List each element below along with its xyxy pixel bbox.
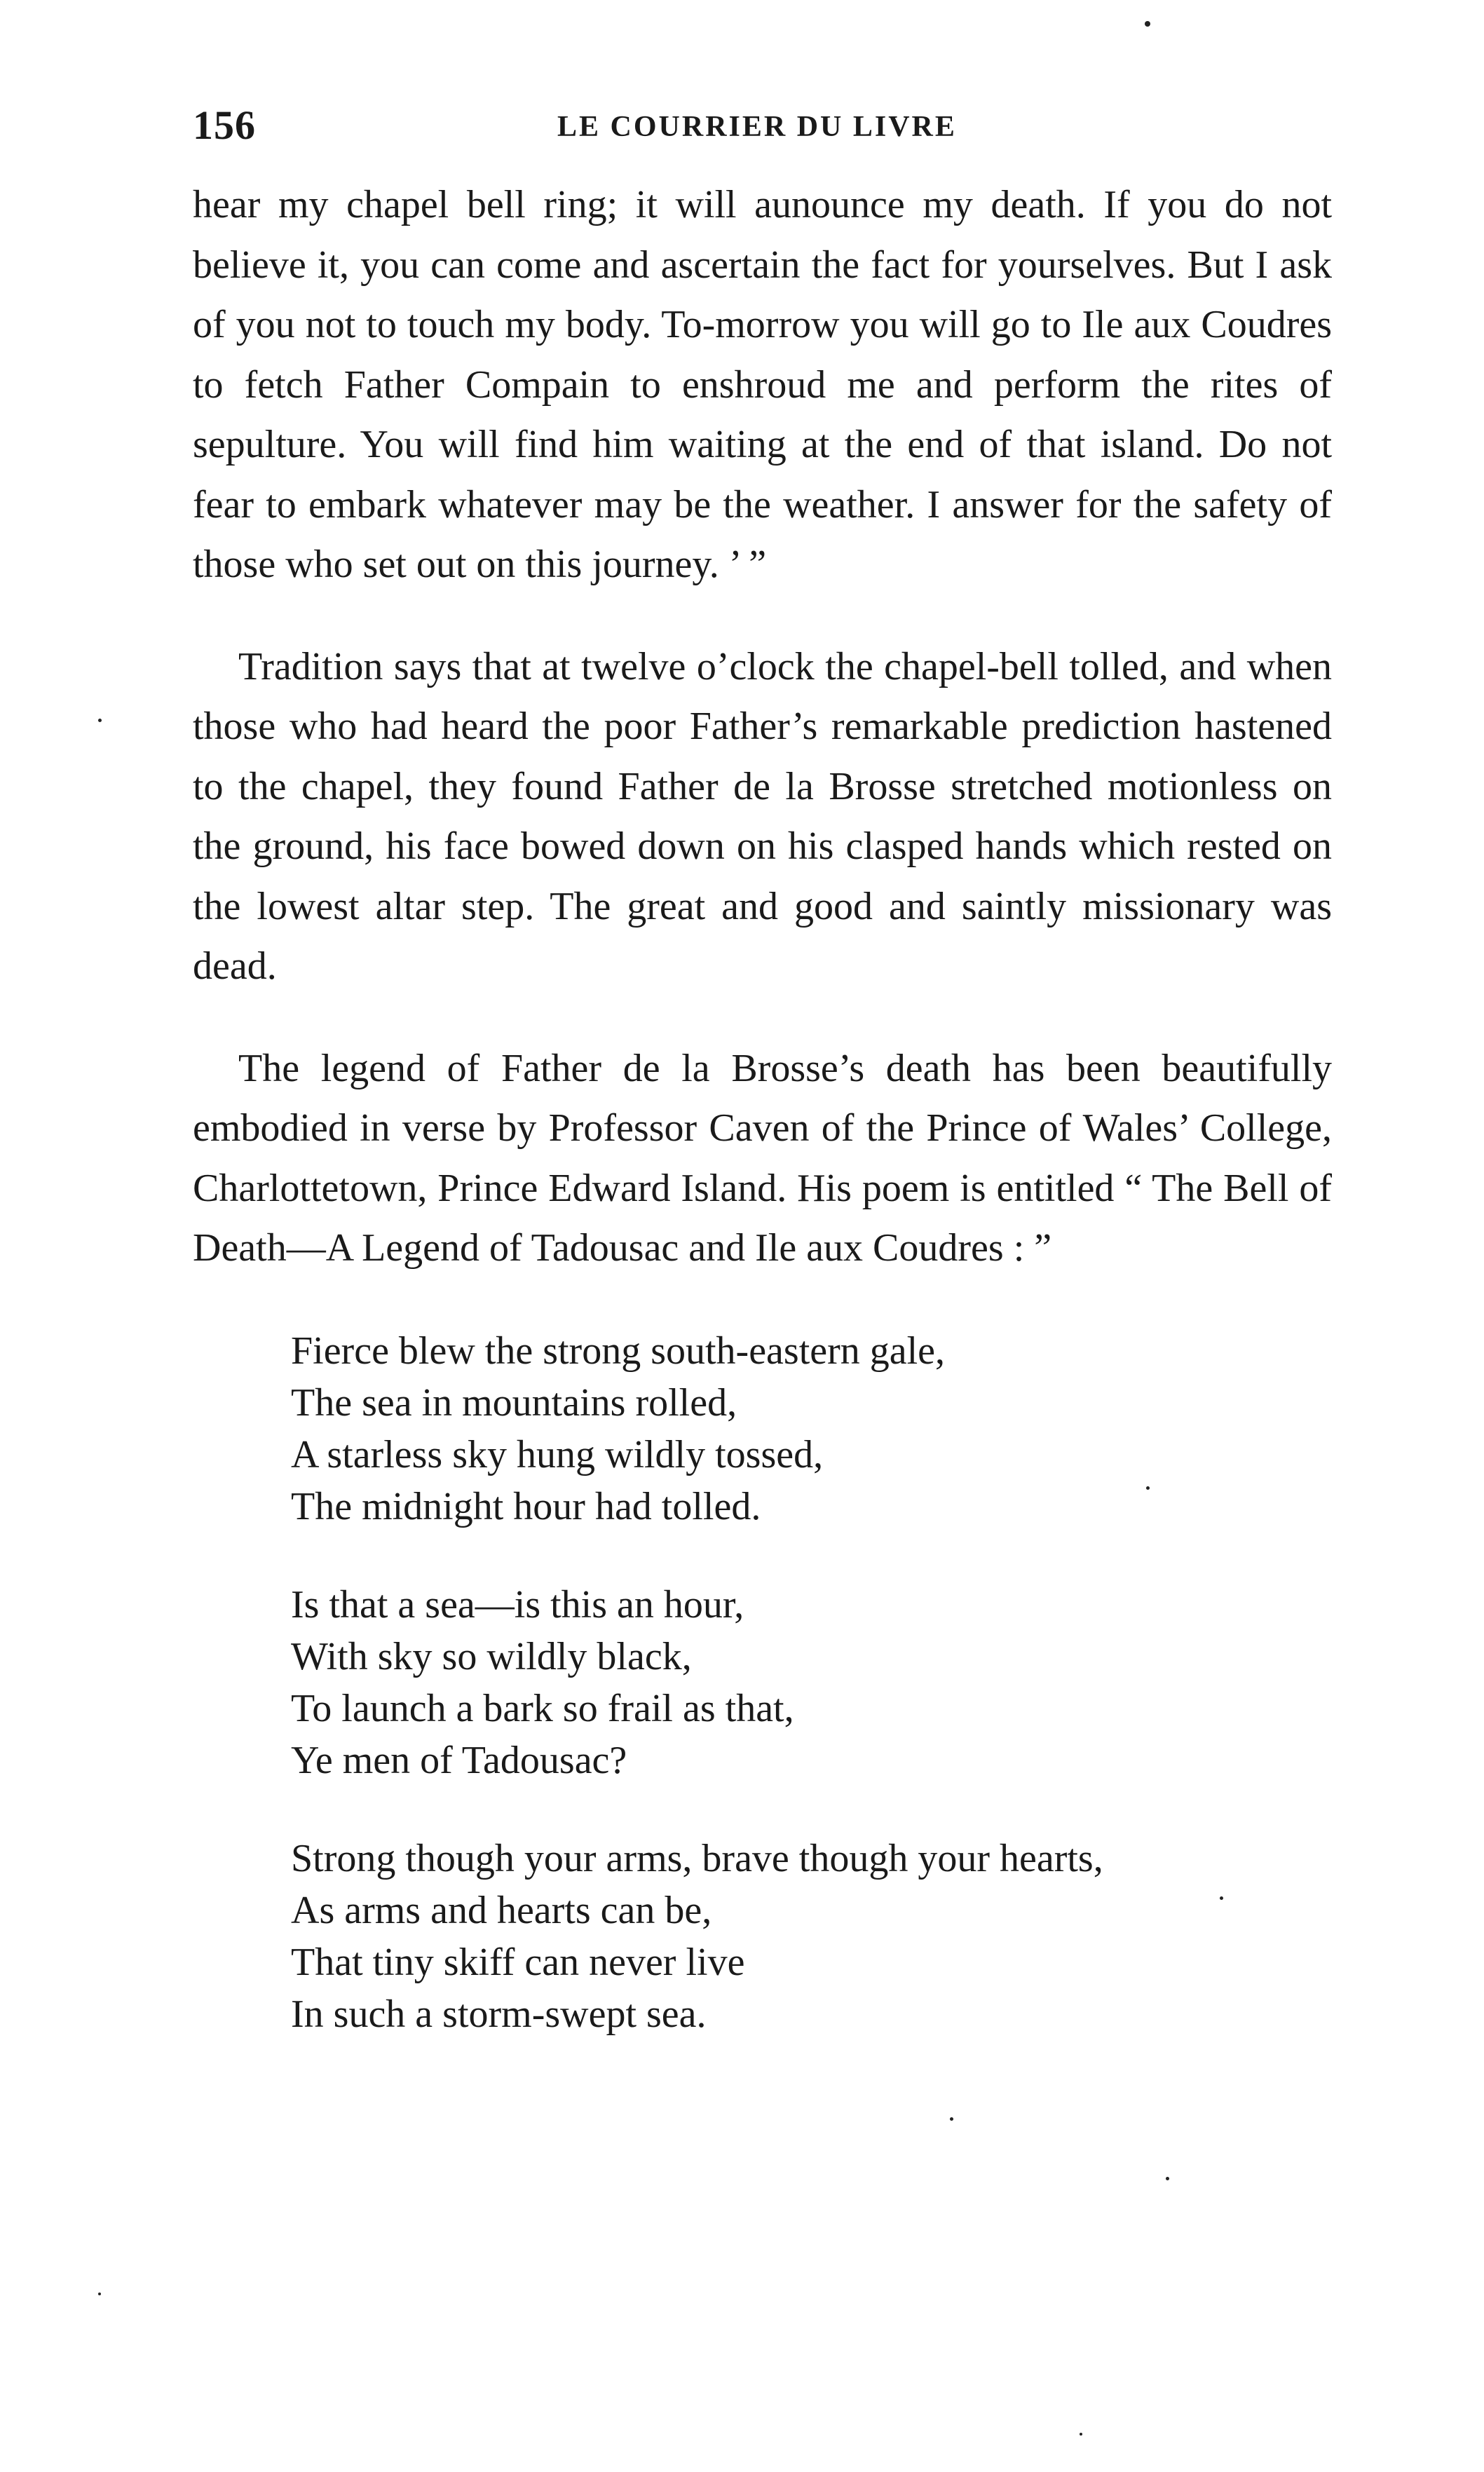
verse-line: Fierce blew the strong south-eastern gale, [291, 1329, 946, 1373]
verse-line: In such a storm-swept sea. [291, 1992, 707, 2036]
scan-speck [1220, 1896, 1223, 1900]
poem-stanza-2 [193, 1579, 1332, 1786]
body-text [193, 175, 1332, 2040]
poem-stanza-1 [193, 1325, 1332, 1533]
scan-speck [1145, 21, 1150, 27]
paragraph-tradition: Tradition says that at twelve o’clock the chapel-bell tolled, and when those who had heard the poor Father’s remarkable prediction hastened to the chapel, they found Father de la Brosse stretched motionless on the ground, his face bowed down on his clasped hands which rested on the lowest altar step. The great and good and saintly missionary was dead. [193, 644, 1332, 988]
verse-line: With sky so wildly black, [291, 1634, 692, 1678]
verse-line: Strong though your arms, brave though your hearts, [291, 1836, 1103, 1880]
paragraph-legend-poem-intro: The legend of Father de la Brosse’s death has been beautifully embodied in verse by Professor Caven of the Prince of Wales’ College, Charlottetown, Prince Edward Island. His poem is entitled “ The Bell of Death—A Legend of Tadousac and Ile aux Coudres : ” [193, 1046, 1332, 1270]
verse-line: A starless sky hung wildly tossed, [291, 1432, 824, 1476]
verse-line: Is that a sea—is this an hour, [291, 1582, 744, 1627]
verse-line: Ye men of Tadousac? [291, 1738, 627, 1782]
paragraph-prophecy-end: hear my chapel bell ring; it will aunounce my death. If you do not believe it, you can come and ascertain the fact for yourselves. But I ask of you not to touch my body. To-morrow you will go to Ile aux Coudres to fetch Father Compain to enshroud me and perform the rites of sepulture. You will find him waiting at the end of that island. Do not fear to embark whatever may be the weather. I answer for the safety of those who set out on this journey. ’ ” [193, 183, 1332, 586]
poem-stanza-3 [193, 1833, 1332, 2040]
scan-speck [1080, 2433, 1082, 2436]
scan-speck [1146, 1486, 1150, 1490]
page-number: 156 [193, 102, 256, 148]
scan-speck [950, 2117, 953, 2121]
verse-line: That tiny skiff can never live [291, 1940, 745, 1984]
scan-speck [1166, 2177, 1169, 2180]
verse-line: As arms and hearts can be, [291, 1888, 712, 1932]
page-header [193, 102, 1332, 158]
scan-speck [98, 2293, 101, 2295]
scan-speck [98, 719, 102, 722]
running-head: LE COURRIER DU LIVRE [557, 111, 957, 143]
verse-line: To launch a bark so frail as that, [291, 1686, 794, 1730]
verse-line: The sea in mountains rolled, [291, 1380, 737, 1425]
verse-line: The midnight hour had tolled. [291, 1484, 761, 1528]
